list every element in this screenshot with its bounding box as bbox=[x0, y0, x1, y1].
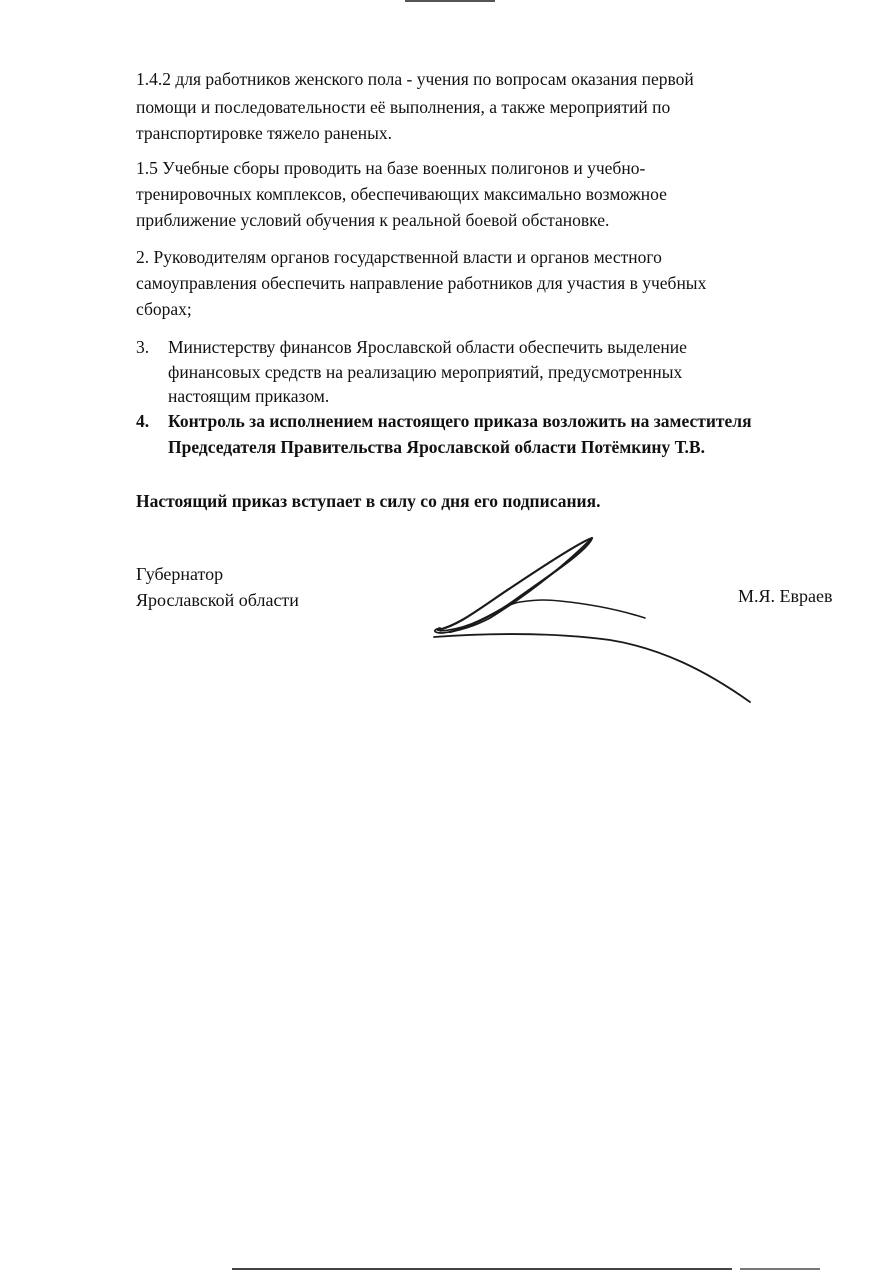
paragraph-line: настоящим приказом. bbox=[168, 386, 330, 406]
signer-name: М.Я. Евраев bbox=[738, 586, 833, 606]
paragraph-line: Контроль за исполнением настоящего приказа возложить на заместителя bbox=[168, 411, 752, 431]
signer-title bbox=[136, 561, 299, 613]
effective-statement: Настоящий приказ вступает в силу со дня его подписания. bbox=[136, 491, 601, 511]
bottom-edge-mark bbox=[0, 1268, 884, 1272]
signer-title-line: Губернатор bbox=[136, 564, 224, 584]
paragraph-line: финансовых средств на реализацию мероприятий, предусмотренных bbox=[168, 362, 683, 382]
paragraph-line: транспортировке тяжело раненых. bbox=[136, 123, 392, 143]
paragraph-line: тренировочных комплексов, обеспечивающих максимально возможное bbox=[136, 184, 667, 204]
paragraph-line: 1.4.2 для работников женского пола - учения по вопросам оказания первой bbox=[136, 69, 694, 89]
signer-title-line: Ярославской области bbox=[136, 590, 299, 610]
paragraph-line: самоуправления обеспечить направление работников для участия в учебных bbox=[136, 273, 707, 293]
paragraph-line: Министерству финансов Ярославской области обеспечить выделение bbox=[168, 337, 687, 357]
paragraph-line: 1.5 Учебные сборы проводить на базе военных полигонов и учебно- bbox=[136, 158, 646, 178]
handwritten-signature bbox=[420, 530, 760, 710]
paragraph-line: 2. Руководителям органов государственной власти и органов местного bbox=[136, 247, 662, 267]
list-item-number: 4. bbox=[136, 411, 150, 431]
paragraph-line: помощи и последовательности её выполнения, а также мероприятий по bbox=[136, 97, 671, 117]
paragraph-line: сборах; bbox=[136, 299, 192, 319]
paragraph-line: приближение условий обучения к реальной боевой обстановке. bbox=[136, 210, 610, 230]
list-item-number: 3. bbox=[136, 337, 150, 357]
top-edge-mark bbox=[405, 0, 495, 5]
paragraph-line: Председателя Правительства Ярославской области Потёмкину Т.В. bbox=[168, 437, 705, 457]
